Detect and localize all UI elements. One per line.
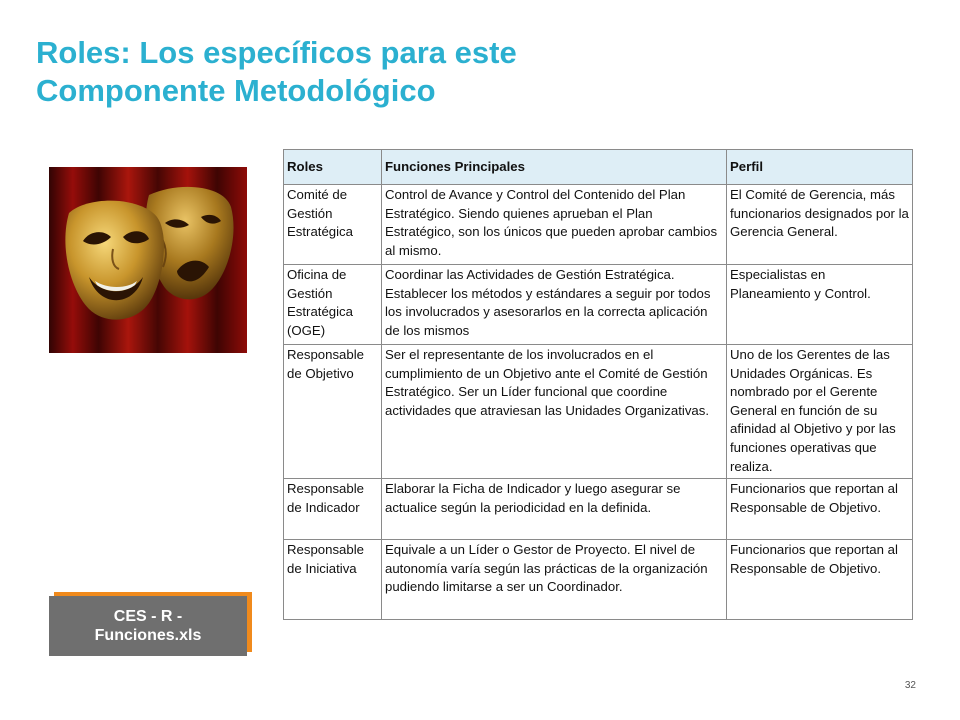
theater-masks-image — [49, 167, 247, 353]
cell-functions: Equivale a un Líder o Gestor de Proyecto. El nivel de autonomía varía según las prácticas de la organización pudiendo limitarse a ser un Coordinador. — [382, 540, 727, 620]
header-funciones: Funciones Principales — [382, 150, 727, 185]
cell-role: Oficina de Gestión Estratégica (OGE) — [284, 265, 382, 345]
table-row — [284, 540, 913, 620]
table-header-row — [284, 150, 913, 185]
cell-profile: Especialistas en Planeamiento y Control. — [727, 265, 913, 345]
slide-title — [36, 34, 856, 110]
roles-table — [283, 149, 913, 620]
slide-title-line-1: Roles: Los específicos para este — [36, 35, 517, 70]
table-row — [284, 185, 913, 265]
cell-role: Responsable de Objetivo — [284, 345, 382, 479]
header-roles: Roles — [284, 150, 382, 185]
cell-profile: Funcionarios que reportan al Responsable de Objetivo. — [727, 479, 913, 540]
table-row — [284, 479, 913, 540]
cell-role: Responsable de Indicador — [284, 479, 382, 540]
cell-profile: Uno de los Gerentes de las Unidades Orgánicas. Es nombrado por el Gerente General en función de su afinidad al Objetivo y por las funciones operativas que realiza. — [727, 345, 913, 479]
cell-functions: Control de Avance y Control del Contenido del Plan Estratégico. Siendo quienes aprueban el Plan Estratégico, son los únicos que pueden aprobar cambios al mismo. — [382, 185, 727, 265]
cell-role: Comité de Gestión Estratégica — [284, 185, 382, 265]
cell-functions: Coordinar las Actividades de Gestión Estratégica. Establecer los métodos y estándares a seguir por todos los involucrados y asesorarlos en la correcta aplicación de los mismos — [382, 265, 727, 345]
cell-profile: El Comité de Gerencia, más funcionarios designados por la Gerencia General. — [727, 185, 913, 265]
file-link-label: CES - R - Funciones.xls — [94, 608, 202, 644]
table-row — [284, 265, 913, 345]
page-number: 32 — [904, 680, 916, 691]
file-link-button[interactable] — [49, 596, 247, 656]
slide-title-line-2: Componente Metodológico — [36, 73, 436, 108]
cell-functions: Ser el representante de los involucrados en el cumplimiento de un Objetivo ante el Comité de Gestión Estratégico. Ser un Líder funcional que coordine actividades que atraviesan las Unidades Organizativas. — [382, 345, 727, 479]
cell-functions: Elaborar la Ficha de Indicador y luego asegurar se actualice según la periodicidad en la definida. — [382, 479, 727, 540]
table-row — [284, 345, 913, 479]
cell-role: Responsable de Iniciativa — [284, 540, 382, 620]
cell-profile: Funcionarios que reportan al Responsable de Objetivo. — [727, 540, 913, 620]
header-perfil: Perfil — [727, 150, 913, 185]
